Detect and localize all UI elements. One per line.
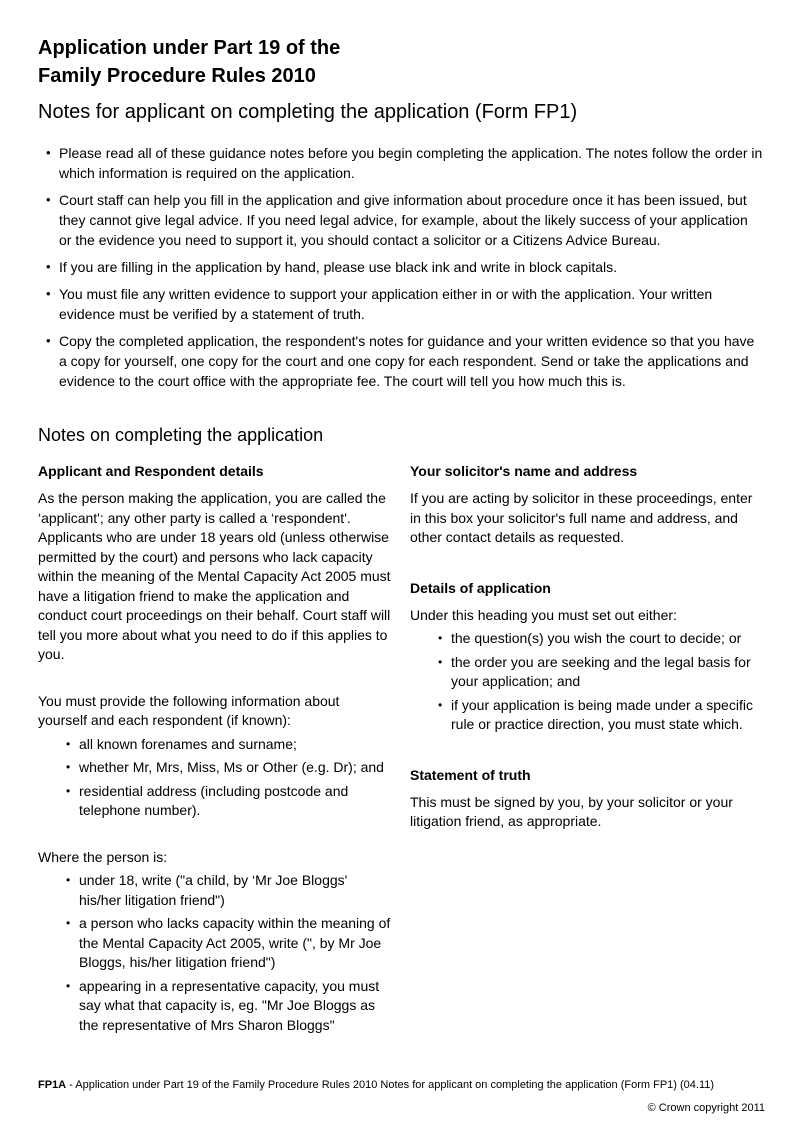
intro-bullet-text: Please read all of these guidance notes before you begin completing the application. The notes follow the order in which information is required on the application. — [59, 145, 763, 181]
info-bullet-text: residential address (including postcode and telephone number). — [79, 782, 349, 818]
intro-bullet-text: Court staff can help you fill in the application and give information about procedure once it has been issued, but they cannot give legal advice. If you need legal advice, for example, about the likely success of your application or the evidence you need to support it, you should contact a solicitor or a Citizens Advice Bureau. — [59, 192, 748, 248]
list-item — [66, 782, 392, 821]
page-footer — [38, 1078, 765, 1115]
list-item — [46, 190, 764, 250]
intro-bullet-text: If you are filling in the application by hand, please use black ink and write in block capitals. — [59, 259, 617, 275]
footer-form-description: - Application under Part 19 of the Family Procedure Rules 2010 Notes for applicant on completing the application (Form FP1) (04.11) — [66, 1079, 715, 1091]
subheading-details-of-application: Details of application — [410, 579, 551, 596]
page-title-line2: Family Procedure Rules 2010 — [38, 65, 316, 87]
list-item — [46, 284, 764, 324]
page-subtitle: Notes for applicant on completing the application (Form FP1) — [38, 101, 578, 123]
info-bullet-text: all known forenames and surname; — [79, 735, 297, 752]
paragraph: Under this heading you must set out either: — [410, 606, 677, 623]
application-bullet-text: if your application is being made under a specific rule or practice direction, you must state which. — [451, 696, 753, 732]
intro-bullet-list — [38, 143, 764, 391]
paragraph: As the person making the application, you are called the ‘applicant'; any other party is called a ‘respondent'. Applicants who are under 18 years old (unless otherwise permitted by the court) and persons who lack capacity within the meaning of the Mental Capacity Act 2005 must have a litigation friend to make the application and conduct court proceedings on their behalf. Court staff will tell you more about what you need to do if this applies to you. — [38, 490, 391, 662]
paragraph: If you are acting by solicitor in these proceedings, enter in this box your solicitor's full name and address, and other contact details as requested. — [410, 490, 753, 545]
list-item — [438, 653, 764, 692]
application-bullet-text: the question(s) you wish the court to decide; or — [451, 630, 742, 646]
application-bullet-text: the order you are seeking and the legal basis for your application; and — [451, 653, 751, 689]
list-item — [66, 758, 392, 778]
list-item — [46, 331, 764, 391]
paragraph: Where the person is: — [38, 848, 168, 865]
list-item — [46, 257, 764, 277]
person-bullet-list — [38, 871, 392, 1035]
list-item — [66, 977, 392, 1036]
left-column — [38, 462, 392, 1035]
page-title-line1: Application under Part 19 of the — [38, 37, 341, 59]
list-item — [438, 629, 764, 649]
paragraph: This must be signed by you, by your solicitor or your litigation friend, as appropriate. — [410, 793, 733, 829]
person-bullet-text: appearing in a representative capacity, you must say what that capacity is, eg. "Mr Joe Bloggs as the representative of Mrs Sharon Bloggs" — [79, 977, 380, 1033]
subheading-solicitor-name-address: Your solicitor's name and address — [410, 463, 638, 479]
page-title — [38, 34, 764, 90]
list-item — [66, 914, 392, 973]
list-item — [66, 735, 392, 755]
subheading-statement-of-truth: Statement of truth — [410, 766, 531, 783]
info-bullet-list — [38, 735, 392, 821]
footer-line — [38, 1079, 714, 1091]
person-bullet-text: under 18, write ("a child, by ‘Mr Joe Bloggs' his/her litigation friend") — [79, 872, 348, 908]
intro-bullet-text: Copy the completed application, the respondent's notes for guidance and your written evidence so that you have a copy for yourself, one copy for the court and one copy for each respondent. Send or take the applications and evidence to the court office with the appropriate fee. The court will tell you how much this is. — [59, 333, 755, 389]
two-column-layout — [38, 462, 764, 1035]
section-heading: Notes on completing the application — [38, 425, 324, 445]
subheading-applicant-respondent-details: Applicant and Respondent details — [38, 463, 264, 479]
intro-bullet-text: You must file any written evidence to support your application either in or with the application. Your written evidence must be verified by a statement of truth. — [59, 286, 713, 322]
right-column — [410, 462, 764, 1035]
copyright-notice: © Crown copyright 2011 — [647, 1102, 765, 1114]
paragraph: You must provide the following information about yourself and each respondent (if known): — [38, 692, 340, 728]
list-item — [66, 871, 392, 910]
list-item — [46, 143, 764, 183]
info-bullet-text: whether Mr, Mrs, Miss, Ms or Other (e.g. Dr); and — [79, 759, 384, 775]
list-item — [438, 696, 764, 735]
application-bullet-list — [410, 629, 764, 735]
footer-form-code: FP1A — [38, 1079, 67, 1091]
person-bullet-text: a person who lacks capacity within the meaning of the Mental Capacity Act 2005, write (", by Mr Joe Bloggs, his/her litigation friend") — [79, 915, 391, 970]
